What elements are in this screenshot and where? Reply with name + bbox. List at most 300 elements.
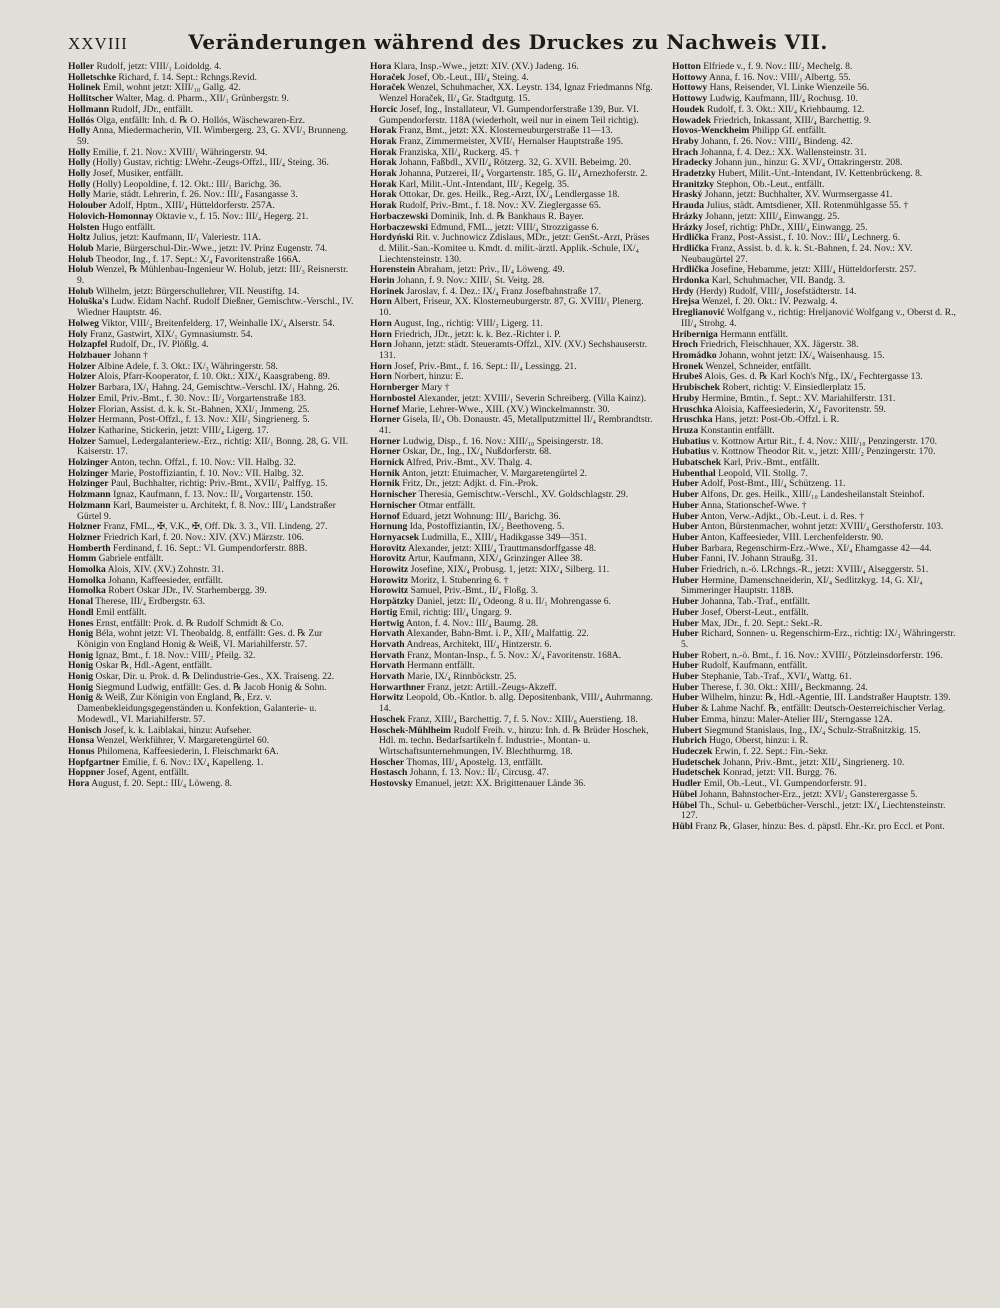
entry-details: Wenzel, Schneider, entfällt. xyxy=(705,360,812,372)
entry-surname: Horn xyxy=(370,296,392,308)
entry-surname: Hora xyxy=(370,62,392,72)
entry-surname: Hrubischek xyxy=(672,382,720,394)
entry-surname: Honisch xyxy=(68,724,102,736)
entry-details: Hugo, Oberst, hinzu: i. R. xyxy=(709,735,809,747)
directory-entry xyxy=(370,83,656,104)
entry-details: Oktavie v., f. 15. Nov.: III/₄ Hegerg. 21. xyxy=(155,210,309,222)
entry-surname: Huber xyxy=(672,606,699,618)
entry-surname: Hoppner xyxy=(68,767,105,779)
entry-details: Barbara, IX/₁ Hahng. 24, Gemischtw.-Verschl. IX/₁ Hahng. 26. xyxy=(98,382,340,394)
entry-surname: Holly xyxy=(68,157,91,169)
entry-details: Emilie, f. 21. Nov.: XVIII/₁ Währingerstr. 94. xyxy=(92,146,268,158)
entry-surname: Huber xyxy=(672,478,699,490)
entry-details: Johann, jetzt: Buchhalter, XV. Wurmsergasse 41. xyxy=(704,189,893,201)
entry-surname: Huber xyxy=(672,521,699,533)
entry-details: Andreas, Architekt, III/₄ Hintzerstr. 6. xyxy=(406,638,552,650)
entry-surname: Holy xyxy=(68,328,88,340)
entry-surname: Honsa xyxy=(68,735,95,747)
entry-details: Friedrich, Fleischhauer, XX. Jägerstr. 38. xyxy=(700,339,859,351)
entry-details: Oskar, Dir. u. Prok. d. ℞ Delindustrie-Ges., XX. Traiseng. 22. xyxy=(95,671,335,683)
entry-surname: Hubrich xyxy=(672,735,707,747)
entry-details: Hermann, Post-Offzl., f. 13. Nov.: XII/₁ Singrienerg. 5. xyxy=(98,414,310,426)
entry-surname: Hroch xyxy=(672,339,698,351)
entry-details: Robert, n.-ö. Bmt., f. 16. Nov.: XVIII/₃ Pötzleinsdorferstr. 196. xyxy=(701,649,943,661)
entry-details: Norbert, hinzu: E. xyxy=(394,371,464,383)
entry-surname: Holzer xyxy=(68,435,96,447)
entry-details: Artur, Kaufmann, XIX/₄ Grinzinger Allee 38. xyxy=(407,553,583,565)
entry-surname: Hollmann xyxy=(68,103,110,115)
entry-details: Thomas, III/₄ Apostelg. 13, entfällt. xyxy=(406,756,543,768)
entry-details: Rudolf, Dr., IV. Plößlg. 4. xyxy=(109,339,209,351)
entry-surname: Holzmann xyxy=(68,489,111,501)
entry-surname: Hornberger xyxy=(370,382,420,394)
entry-surname: Horowitz xyxy=(370,574,409,586)
directory-entry xyxy=(68,265,354,286)
entry-surname: Hriberniga xyxy=(672,328,718,340)
entry-details: Therese, III/₄ Erdbergstr. 63. xyxy=(95,596,206,608)
entry-surname: Hrázky xyxy=(672,221,703,233)
entry-surname: Hottowy xyxy=(672,71,708,83)
entry-details: Oskar, Dr., Ing., IX/₄ Nußdorferstr. 68. xyxy=(402,446,552,458)
entry-surname: Horvath xyxy=(370,638,405,650)
entry-details: Franz ℞, Glaser, hinzu: Bes. d. päpstl. Ehr.-Kr. pro Eccl. et Pont. xyxy=(695,820,945,832)
entry-surname: Horovitz xyxy=(370,553,407,565)
entry-surname: Horin xyxy=(370,275,395,287)
entry-details: August, Ing., richtig: VIII/₃ Ligerg. 11. xyxy=(393,317,543,329)
entry-surname: Horner xyxy=(370,446,401,458)
entry-details: Julius, jetzt: Kaufmann, II/₁ Valeriestr. 11A. xyxy=(92,232,262,244)
entry-details: Johann, wohnt jetzt: IX/₄ Waisenhausg. 15. xyxy=(719,349,885,361)
entry-surname: Huber xyxy=(672,510,699,522)
entry-surname: Huber xyxy=(672,617,699,629)
entry-details: Ludmilla, E., XIII/₄ Hadikgasse 349—351. xyxy=(421,531,587,543)
entry-details: Th., Schul- u. Gebetbücher-Verschl., jetzt: IX/₄ Liechtensteinstr. 127. xyxy=(681,799,946,822)
entry-details: Rudolf, f. 3. Okt.: XII/₄ Kriehbaumg. 12. xyxy=(706,103,865,115)
entry-details: Robert, richtig: V. Einsiedlerplatz 15. xyxy=(722,382,866,394)
entry-surname: Hottowy xyxy=(672,82,708,94)
entry-details: v. Kottnow Artur Rit., f. 4. Nov.: XIII/₁₀ Penzingerstr. 170. xyxy=(712,435,938,447)
entry-details: Wenzel, Werkführer, V. Margaretengürtel 60. xyxy=(96,735,270,747)
entry-details: Robert Oskar JDr., IV. Starhembergg. 39. xyxy=(108,585,267,597)
entry-surname: Hopfgartner xyxy=(68,756,120,768)
entry-details: Rit. v. Juchnowicz Zdislaus, MDr., jetzt: GenSt.-Arzt, Präses d. Milit.-San.-Komitee u. Kmdt. d. milit.-ärztl. Applik.-Schule, IX/₄ Liechtensteinstr. 130. xyxy=(379,232,650,265)
entry-surname: Honig xyxy=(68,628,94,640)
entry-details: Johann, f. 26. Nov.: VIII/₄ Bindeng. 42. xyxy=(701,135,853,147)
entry-surname: Hondl xyxy=(68,606,94,618)
entry-details: Klara, Insp.-Wwe., jetzt: XIV. (XV.) Jadeng. 16. xyxy=(393,62,579,72)
entry-surname: Horak xyxy=(370,157,397,169)
entry-surname: Hornick xyxy=(370,457,405,469)
entry-surname: Hornbostel xyxy=(370,392,416,404)
entry-details: Emil, richtig: III/₄ Ungarg. 9. xyxy=(399,606,512,618)
entry-surname: Honig xyxy=(68,692,94,704)
entry-details: Hubert, Milit.-Unt.-Intendant, IV. Kettenbrückeng. 8. xyxy=(718,168,923,180)
entry-surname: Horenstein xyxy=(370,264,416,276)
entry-surname: Huber xyxy=(672,713,699,725)
entry-surname: Holub xyxy=(68,264,94,276)
entry-details: Oskar ℞, Hdl.-Agent, entfällt. xyxy=(95,660,212,672)
entry-surname: Honus xyxy=(68,746,95,757)
entry-details: August, f. 20. Sept.: III/₄ Löweng. 8. xyxy=(91,778,233,790)
entry-details: Julius, städt. Amtsdiener, XII. Rotenmühlgasse 55. † xyxy=(706,200,909,212)
entry-surname: Honal xyxy=(68,596,94,608)
entry-surname: Hornef xyxy=(370,403,400,415)
entry-surname: Hornyacsek xyxy=(370,531,420,543)
directory-entry xyxy=(370,233,656,265)
entry-surname: Homm xyxy=(68,553,97,565)
entry-surname: Horaček xyxy=(370,71,406,83)
entry-surname: Hora xyxy=(68,778,90,790)
entry-surname: Hromádko xyxy=(672,349,717,361)
entry-details: Franz, Zimmermeister, XVII/₁ Hernalser Hauptstraße 195. xyxy=(399,135,624,147)
entry-details: Josef, k. k. Laiblakai, hinzu: Aufseher. xyxy=(104,724,252,736)
entry-details: Josef, richtig: PhDr., XIII/₄ Einwangg. 25. xyxy=(705,221,868,233)
entry-details: Anton, Verw.-Adjkt., Ob.-Leut. i. d. Res. † xyxy=(700,510,865,522)
entry-details: Samuel, Ledergalanteriew.-Erz., richtig: XII/₁ Bonng. 28, G. VII. Kaiserstr. 17. xyxy=(77,435,348,458)
entry-details: (Holly) Leopoldine, f. 12. Okt.: III/₁ Barichg. 36. xyxy=(92,178,282,190)
entry-details: Katharine, Stickerin, jetzt: VIII/₄ Ligerg. 17. xyxy=(98,424,269,436)
entry-details: Hans, jetzt: Post-Ob.-Offzl. i. R. xyxy=(714,414,840,426)
entry-surname: Hollós xyxy=(68,114,95,126)
entry-surname: Hreglianović xyxy=(672,307,725,319)
entry-surname: Hrach xyxy=(672,146,699,158)
entry-surname: Hollitscher xyxy=(68,93,114,105)
entry-details: Johanna, Putzerei, II/₄ Vorgartenstr. 185, G. II/₄ Arnezhoferstr. 2. xyxy=(399,168,648,180)
entry-details: Ottokar, Dr. ges. Heilk., Reg.-Arzt, IX/₄ Lendlergasse 18. xyxy=(399,189,620,201)
entry-details: Friedrich, JDr., jetzt: k. k. Bez.-Richter i. P. xyxy=(394,328,561,340)
entry-surname: Hrdonka xyxy=(672,275,710,287)
entry-details: Emilie, f. 6. Nov.: IX/₄ Kapelleng. 1. xyxy=(122,756,264,768)
entry-details: Philomena, Kaffeesiederin, I. Fleischmarkt 6A. xyxy=(97,746,279,757)
entry-surname: Huber xyxy=(672,574,699,586)
entry-details: v. Kottnow Theodor Rit. v., jetzt: XIII/₂ Penzingerstr. 170. xyxy=(712,446,936,458)
entry-surname: Horn xyxy=(370,317,392,329)
entry-surname: Horbaczewski xyxy=(370,210,429,222)
entry-details: Hermine, Damenschneiderin, XI/₄ Sedlitzkyg. 14, G. XI/₄ Simmeringer Hauptstr. 118B. xyxy=(681,574,923,597)
entry-surname: Huber xyxy=(672,681,699,693)
entry-surname: Horwitz xyxy=(370,692,404,704)
entry-details: Elfriede v., f. 9. Nov.: III/₂ Mechelg. 8. xyxy=(703,62,853,72)
entry-surname: Huber xyxy=(672,671,699,683)
entry-details: Erwin, f. 22. Sept.: Fin.-Sekr. xyxy=(714,746,828,757)
entry-details: Hans, Reisender, VI. Linke Wienzeile 56. xyxy=(709,82,870,94)
entry-details: Franz, Montan-Insp., f. 5. Nov.: X/₄ Favoritenstr. 168A. xyxy=(407,649,622,661)
entry-details: Hermann entfällt. xyxy=(407,660,475,672)
entry-details: Samuel, Priv.-Bmt., II/₄ Floßg. 3. xyxy=(410,585,539,597)
entry-details: Philipp Gf. entfällt. xyxy=(751,125,827,137)
entry-surname: Horaček xyxy=(370,82,406,94)
entry-details: Adolf, Post-Bmt., III/₄ Schützeng. 11. xyxy=(700,478,846,490)
entry-surname: Huber xyxy=(672,531,699,543)
entry-details: Johann, Kaffeesieder, entfällt. xyxy=(108,574,224,586)
entry-details: Siegmund Stanislaus, Ing., IX/₄ Schulz-Straßnitzkig. 15. xyxy=(704,724,921,736)
entry-surname: Homolka xyxy=(68,564,106,576)
directory-entry xyxy=(370,340,656,361)
entry-details: Anton, f. 4. Nov.: III/₄ Baumg. 28. xyxy=(405,617,539,629)
page-title: Veränderungen während des Druckes zu Nachweis VII. xyxy=(188,30,828,54)
entry-details: Max, JDr., f. 20. Sept.: Sekt.-R. xyxy=(701,617,823,629)
entry-details: Franz, Bmt., jetzt: XX. Klosterneuburgerstraße 11—13. xyxy=(399,125,613,137)
entry-surname: Hraský xyxy=(672,189,703,201)
entry-details: Josefine, XIX/₄ Probusg. 1, jetzt: XIX/₄ Silberg. 11. xyxy=(410,564,610,576)
entry-details: Karl, Baumeister u. Architekt, f. 8. Nov.: III/₄ Landstraßer Gürtel 9. xyxy=(77,499,336,522)
entry-surname: Holzer xyxy=(68,403,96,415)
entry-details: Franz, Post-Assist., f. 10. Nov.: III/₄ Lechnerg. 6. xyxy=(711,232,900,244)
entry-surname: Holzer xyxy=(68,371,96,383)
entry-surname: Huber xyxy=(672,564,699,576)
entry-surname: Holzinger xyxy=(68,478,109,490)
entry-surname: Holzinger xyxy=(68,467,109,479)
entry-surname: Holub xyxy=(68,253,94,265)
entry-surname: Hudeczek xyxy=(672,746,713,757)
entry-details: Gisela, II/₄ Ob. Donaustr. 45, Metallputzmittel II/₄ Rembrandtstr. 41. xyxy=(379,414,653,436)
entry-details: Wenzel, Schuhmacher, XX. Leystr. 134, Ignaz Friedmanns Nfg. Wenzel Horaček, II/₄ Gr. Stadtgutg. 15. xyxy=(379,82,653,105)
entry-surname: Hrdlička xyxy=(672,232,709,244)
entry-surname: Houdek xyxy=(672,103,705,115)
entry-details: Josef, Musiker, entfällt. xyxy=(92,168,184,180)
entry-details: Konstantin entfällt. xyxy=(700,424,775,436)
entry-details: Josef, Ob.-Leut., III/₄ Steing. 4. xyxy=(407,71,529,83)
entry-surname: Holly xyxy=(68,146,91,158)
entry-details: Marie, Lehrer-Wwe., XIII. (XV.) Winckelmannstr. 30. xyxy=(401,403,610,415)
entry-surname: Horvath xyxy=(370,671,405,683)
entry-details: Alois, Pfarr-Kooperator, f. 10. Okt.: XIX/₄ Kaasgrabeng. 89. xyxy=(97,371,331,383)
entry-surname: Holzinger xyxy=(68,457,109,469)
entry-details: Theresia, Gemischtw.-Verschl., XV. Goldschlagstr. 29. xyxy=(418,489,629,501)
entry-details: Wenzel, f. 20. Okt.: IV. Pezwalg. 4. xyxy=(701,296,838,308)
entry-surname: Hudetschek xyxy=(672,756,721,768)
entry-surname: Holzbauer xyxy=(68,349,112,361)
entry-details: Daniel, jetzt: II/₄ Odeong. 8 u. II/₁ Mohrengasse 6. xyxy=(416,596,611,608)
entry-details: Josef, Priv.-Bmt., f. 16. Sept.: II/₄ Lessingg. 21. xyxy=(394,360,577,372)
entry-details: Anton, techn. Offzl., f. 10. Nov.: VII. Halbg. 32. xyxy=(110,457,296,469)
entry-details: Ludwig, Disp., f. 16. Nov.: XIII/₁₀ Speisingerstr. 18. xyxy=(402,435,604,447)
entry-surname: Hones xyxy=(68,617,94,629)
entry-surname: Hubatius xyxy=(672,435,710,447)
entry-details: Anton, jetzt: Etuimacher, V. Margaretengürtel 2. xyxy=(401,467,588,479)
entry-details: Therese, f. 30. Okt.: XIII/₄ Beckmanng. 24. xyxy=(700,681,868,693)
entry-surname: Hornischer xyxy=(370,489,417,501)
directory-entry xyxy=(68,437,354,458)
entry-details: Fritz, Dr., jetzt: Adjkt. d. Fin.-Prok. xyxy=(402,478,539,490)
entry-details: Jaroslav, f. 4. Dez.: IX/₄ Franz Josefbahnstraße 17. xyxy=(406,285,602,297)
directory-entry xyxy=(370,779,656,790)
entry-details: Abraham, jetzt: Priv., II/₄ Löweng. 49. xyxy=(417,264,565,276)
entry-surname: Horn xyxy=(370,371,392,383)
entry-details: Alois, Ges. d. ℞ Karl Koch's Nfg., IX/₄ Fechtergasse 13. xyxy=(704,371,923,383)
entry-details: Gabriele entfällt. xyxy=(98,553,164,565)
entry-surname: Howadek xyxy=(672,114,711,126)
entry-surname: Holub xyxy=(68,242,94,254)
entry-surname: Hrejsa xyxy=(672,296,700,308)
entry-surname: Hranitzky xyxy=(672,178,715,190)
entry-surname: Holly xyxy=(68,189,91,201)
entry-details: Alexander, jetzt: XIII/₄ Trauttmansdorffgasse 48. xyxy=(407,542,597,554)
page-header xyxy=(68,30,948,60)
entry-surname: Horak xyxy=(370,125,397,137)
directory-entry xyxy=(68,629,354,650)
entry-surname: Holzmann xyxy=(68,499,111,511)
entry-details: Ida, Postoffiziantin, IX/₂ Beethoveng. 5. xyxy=(409,521,565,533)
entry-surname: Holouber xyxy=(68,200,107,212)
entry-surname: Horner xyxy=(370,414,401,426)
entry-details: Emil, Ob.-Leut., VI. Gumpendorferstr. 91. xyxy=(703,778,867,790)
entry-surname: Holly xyxy=(68,125,91,137)
entry-details: Johann † xyxy=(113,349,148,361)
entry-surname: Honig xyxy=(68,671,94,683)
directory-entry xyxy=(68,297,354,318)
entry-surname: Huber xyxy=(672,489,699,501)
entry-surname: Holsten xyxy=(68,221,100,233)
directory-entry xyxy=(370,726,656,758)
entry-details: Otmar entfällt. xyxy=(418,499,476,511)
entry-details: Friedrich, Inkassant, XIII/₄ Barchettig. 9. xyxy=(713,114,872,126)
entry-surname: Holweg xyxy=(68,317,99,329)
entry-surname: Hottowy xyxy=(672,93,708,105)
entry-surname: Hornof xyxy=(370,510,400,522)
directory-entry xyxy=(672,801,958,822)
entry-surname: Hrauda xyxy=(672,200,704,212)
entry-details: Karl, Schuhmacher, VII. Bandg. 3. xyxy=(711,275,846,287)
entry-details: Albert, Friseur, XX. Klosterneuburgerstr. 87, G. XVIII/₁ Plenerg. 10. xyxy=(379,296,644,319)
entry-surname: Horak xyxy=(370,146,397,158)
entry-surname: Holzner xyxy=(68,531,102,543)
entry-surname: Horovitz xyxy=(370,542,407,554)
entry-details: Dominik, Inh. d. ℞ Bankhaus R. Bayer. xyxy=(430,210,584,222)
entry-details: Richard, Sonnen- u. Regenschirm-Erz., richtig: IX/₃ Währingerstr. 5. xyxy=(681,628,956,650)
entry-surname: Horinek xyxy=(370,285,405,297)
entry-surname: Huber xyxy=(672,703,699,715)
directory-entry xyxy=(68,693,354,725)
entry-details: Alexander, Bahn-Bmt. i. P., XII/₄ Malfattig. 22. xyxy=(406,628,589,640)
entry-details: Olga, entfällt: Inh. d. ℞ O. Hollós, Wäschewaren-Erz. xyxy=(96,114,306,126)
entry-details: Johann, jetzt: XIII/₄ Einwangg. 25. xyxy=(705,210,840,222)
entry-surname: Horak xyxy=(370,200,397,212)
entry-details: (Herdy) Rudolf, VIII/₄ Josefstädterstr. 14. xyxy=(696,285,857,297)
entry-details: Friedrich Karl, f. 20. Nov.: XIV. (XV.) Märzstr. 106. xyxy=(103,531,304,543)
entry-details: Paul, Buchhalter, richtig: Priv.-Bmt., XVII/₁ Palffyg. 15. xyxy=(110,478,328,490)
entry-details: Walter, Mag. d. Pharm., XII/₁ Grünbergstr. 9. xyxy=(115,93,289,105)
entry-surname: Hovos-Wenckheim xyxy=(672,125,750,137)
entry-details: Alois, XIV. (XV.) Zohnstr. 31. xyxy=(107,564,224,576)
entry-surname: Horbaczewski xyxy=(370,221,429,233)
entry-details: Josef, Ing., Installateur, VI. Gumpendorferstraße 139, Bur. VI. Gumpendorferstr. 118A (wiederholt, weil nur in einem Teil richtig). xyxy=(379,103,639,126)
entry-surname: Hübl xyxy=(672,820,693,832)
entry-details: Alfons, Dr. ges. Heilk., XIII/₁₀ Landesheilanstalt Steinhof. xyxy=(700,489,925,501)
entry-details: Albine Adele, f. 3. Okt.: IX/₃ Währingerstr. 58. xyxy=(97,360,278,372)
entry-details: Franz, jetzt: Artill.-Zeugs-Akzeff. xyxy=(427,681,557,693)
entry-details: Emil entfällt. xyxy=(96,606,147,618)
entry-surname: Honig xyxy=(68,649,94,661)
directory-entry xyxy=(672,244,958,265)
entry-details: Marie, Postoffiziantin, f. 10. Nov.: VII. Halbg. 32. xyxy=(110,467,304,479)
entry-surname: Hubatschek xyxy=(672,457,722,469)
column-1 xyxy=(68,62,354,1292)
directory-entry xyxy=(68,501,354,522)
entry-surname: Hubatius xyxy=(672,446,710,458)
column-2 xyxy=(370,62,656,1292)
entry-surname: Horak xyxy=(370,168,397,180)
entry-surname: Horn xyxy=(370,339,392,351)
entry-surname: Homolka xyxy=(68,585,106,597)
column-3 xyxy=(672,62,958,1292)
entry-surname: Hordyński xyxy=(370,232,414,244)
entry-surname: Homberth xyxy=(68,542,111,554)
entry-surname: Holzer xyxy=(68,360,96,372)
entry-details: Wolfgang v., richtig: Hreljanović Wolfgang v., Oberst d. R., III/₄ Strohg. 4. xyxy=(681,307,956,329)
entry-details: & Weiß, Zur Königin von England, ℞, Erz. v. Damenbekleidungsgegenständen u. Konfektion, Galanterie- u. Modewdl., VI. Mariahilferstr. 57. xyxy=(77,692,317,725)
entry-details: Konrad, jetzt: VII. Burgg. 76. xyxy=(722,767,837,779)
entry-surname: Hruza xyxy=(672,424,699,436)
directory-entry xyxy=(672,629,958,650)
entry-surname: Hrubeš xyxy=(672,371,703,383)
entry-surname: Hrdlička xyxy=(672,264,709,276)
entry-details: Hermine, Bmtin., f. Sept.: XV. Mariahilferstr. 131. xyxy=(701,392,896,404)
entry-surname: Holly xyxy=(68,168,91,180)
entry-surname: Horowitz xyxy=(370,564,409,576)
entry-surname: Hruschka xyxy=(672,414,713,426)
entry-surname: Horvath xyxy=(370,660,405,672)
entry-details: Franz, Gastwirt, XIX/₁ Gymnasiumstr. 54. xyxy=(90,328,253,340)
entry-details: Mary † xyxy=(421,382,450,394)
entry-surname: Huber xyxy=(672,692,699,704)
entry-details: Rudolf, jetzt: VIII/₁ Loidoldg. 4. xyxy=(96,62,222,72)
directory-entry xyxy=(370,297,656,318)
entry-surname: Horcic xyxy=(370,103,398,115)
entry-surname: Hortwig xyxy=(370,617,405,629)
entry-details: Richard, f. 14. Sept.: Rchngs.Revid. xyxy=(118,71,257,83)
entry-details: Wilhelm, jetzt: Bürgerschullehrer, VII. Neustiftg. 14. xyxy=(95,285,300,297)
entry-details: Hugo entfällt. xyxy=(101,221,156,233)
entry-surname: Huber xyxy=(672,628,699,640)
directory-entry xyxy=(68,126,354,147)
entry-details: Barbara, Regenschirm-Erz.-Wwe., XI/₄ Ehamgasse 42—44. xyxy=(701,542,932,554)
entry-surname: Holzner xyxy=(68,521,102,533)
entry-details: Wilhelm, hinzu: ℞, Hdl.-Agentie, III. Landstraßer Hauptstr. 139. xyxy=(700,692,951,704)
entry-surname: Hubenthal xyxy=(672,467,716,479)
entry-surname: Hraby xyxy=(672,135,699,147)
entry-details: Anton, Bürstenmacher, wohnt jetzt: XVIII/₄ Gersthoferstr. 103. xyxy=(700,521,944,533)
entry-surname: Horwarthner xyxy=(370,681,425,693)
entry-surname: Hornischer xyxy=(370,499,417,511)
entry-surname: Horpätzky xyxy=(370,596,415,608)
entry-details: Franziska, XII/₄ Ruckerg. 45. † xyxy=(399,146,520,158)
entry-surname: Holzapfel xyxy=(68,339,108,351)
entry-surname: Holletschke xyxy=(68,71,116,83)
entry-surname: Holub xyxy=(68,285,94,297)
directory-entry xyxy=(68,779,354,790)
entry-surname: Hoscher xyxy=(370,756,405,768)
entry-details: Viktor, VIII/₂ Breitenfelderg. 17, Weinhalle IX/₄ Alserstr. 54. xyxy=(101,317,335,329)
entry-surname: Holtz xyxy=(68,232,91,244)
entry-surname: Hruschka xyxy=(672,403,713,415)
entry-surname: Huber xyxy=(672,649,699,661)
entry-surname: Hronek xyxy=(672,360,704,372)
entry-surname: Hrdlička xyxy=(672,242,709,254)
entry-details: Marie, Bürgerschul-Dir.-Wwe., jetzt: IV. Prinz Eugenstr. 74. xyxy=(96,242,328,254)
text-columns xyxy=(68,62,958,1292)
entry-surname: Huber xyxy=(672,596,699,608)
entry-details: Siegmund Ludwig, entfällt: Ges. d. ℞ Jacob Honig & Sohn. xyxy=(95,681,327,693)
entry-details: Anna, f. 16. Nov.: VIII/₁ Albertg. 55. xyxy=(709,71,851,83)
entry-details: (Holly) Gustav, richtig: LWehr.-Zeugs-Offzl., III/₄ Steing. 36. xyxy=(92,157,329,169)
entry-details: Ludwig, Kaufmann, III/₄ Rochusg. 10. xyxy=(709,93,858,105)
entry-details: Wenzel, ℞ Mühlenbau-Ingenieur W. Holub, jetzt: III/₃ Reisnerstr. 9. xyxy=(77,264,349,287)
entry-surname: Huber xyxy=(672,542,699,554)
entry-surname: Hübel xyxy=(672,799,698,811)
entry-surname: Horn xyxy=(370,360,392,372)
entry-surname: Horvath xyxy=(370,628,405,640)
